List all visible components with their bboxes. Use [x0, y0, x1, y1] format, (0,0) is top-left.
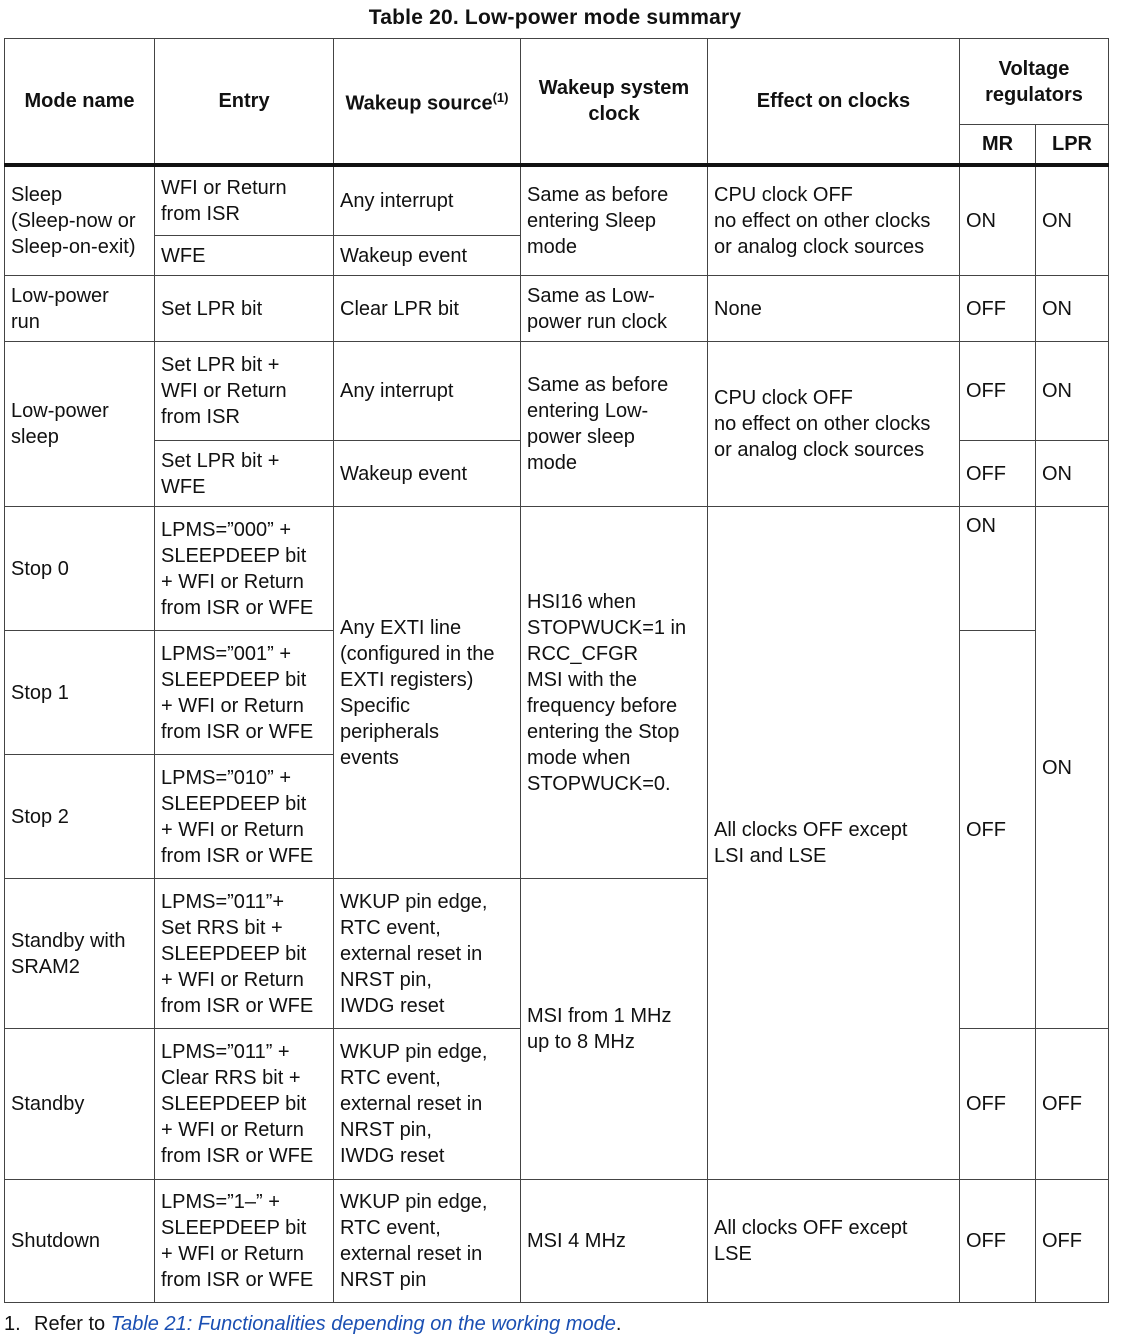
lpr-lprun: ON — [1036, 276, 1109, 342]
source-lpsleep-interrupt: Any interrupt — [334, 342, 521, 441]
lpr-standby: OFF — [1036, 1029, 1109, 1180]
clock-lprun: Same as Low- power run clock — [521, 276, 708, 342]
source-sleep-event: Wakeup event — [334, 236, 521, 276]
mr-lpsleep-wfe: OFF — [960, 441, 1036, 507]
effect-lprun: None — [708, 276, 960, 342]
lpr-lpsleep-wfi: ON — [1036, 342, 1109, 441]
clock-sleep: Same as before entering Sleep mode — [521, 165, 708, 276]
source-lprun: Clear LPR bit — [334, 276, 521, 342]
mr-lprun: OFF — [960, 276, 1036, 342]
mr-shutdown: OFF — [960, 1180, 1036, 1303]
effect-shutdown: All clocks OFF except LSE — [708, 1180, 960, 1303]
mr-stop1-stop2-standby-sram2: OFF — [960, 631, 1036, 1029]
mode-stop2: Stop 2 — [5, 755, 155, 879]
source-stop: Any EXTI line (configured in the EXTI registers) Specific peripherals events — [334, 507, 521, 879]
lpr-stop-standby-sram2: ON — [1036, 507, 1109, 1029]
header-wakeup-source: Wakeup source$^{(1)}$ — [334, 39, 521, 165]
effect-lpsleep: CPU clock OFF no effect on other clocks or analog clock sources — [708, 342, 960, 507]
effect-sleep: CPU clock OFF no effect on other clocks or analog clock sources — [708, 165, 960, 276]
source-standby-sram2: WKUP pin edge, RTC event, external reset in NRST pin, IWDG reset — [334, 879, 521, 1029]
mode-lprun: Low-power run — [5, 276, 155, 342]
footnote-ref: (1) — [492, 89, 509, 105]
entry-lpsleep-wfi: Set LPR bit + WFI or Return from ISR — [155, 342, 334, 441]
lpr-lpsleep-wfe: ON — [1036, 441, 1109, 507]
clock-shutdown: MSI 4 MHz — [521, 1180, 708, 1303]
mode-stop1: Stop 1 — [5, 631, 155, 755]
entry-stop0: LPMS=”000” + SLEEPDEEP bit + WFI or Return from ISR or WFE — [155, 507, 334, 631]
clock-lpsleep: Same as before entering Low- power sleep mode — [521, 342, 708, 507]
source-lpsleep-event: Wakeup event — [334, 441, 521, 507]
footnote-end: . — [615, 1313, 622, 1335]
table-footnote — [4, 1313, 621, 1336]
clock-standby: MSI from 1 MHz up to 8 MHz — [521, 879, 708, 1180]
lpr-shutdown: OFF — [1036, 1180, 1109, 1303]
entry-sleep-wfi: WFI or Return from ISR — [155, 165, 334, 236]
mode-shutdown: Shutdown — [5, 1180, 155, 1303]
mode-stop0: Stop 0 — [5, 507, 155, 631]
entry-stop2: LPMS=”010” + SLEEPDEEP bit + WFI or Return from ISR or WFE — [155, 755, 334, 879]
entry-shutdown: LPMS=”1–” + SLEEPDEEP bit + WFI or Return from ISR or WFE — [155, 1180, 334, 1303]
table-caption: Table 20. Low-power mode summary — [368, 6, 742, 29]
source-sleep-interrupt: Any interrupt — [334, 165, 521, 236]
header-effect-on-clocks: Effect on clocks — [708, 39, 960, 165]
mode-lpsleep: Low-power sleep — [5, 342, 155, 507]
source-standby: WKUP pin edge, RTC event, external reset in NRST pin, IWDG reset — [334, 1029, 521, 1180]
footnote-link[interactable]: Table 21: Functionalities depending on the working mode — [110, 1313, 616, 1335]
header-entry: Entry — [155, 39, 334, 165]
mr-lpsleep-wfi: OFF — [960, 342, 1036, 441]
entry-stop1: LPMS=”001” + SLEEPDEEP bit + WFI or Return from ISR or WFE — [155, 631, 334, 755]
mode-standby-sram2: Standby with SRAM2 — [5, 879, 155, 1029]
entry-lprun: Set LPR bit — [155, 276, 334, 342]
header-wakeup-clock: Wakeup system clock — [521, 39, 708, 165]
mr-stop0: ON — [960, 507, 1036, 631]
lpr-sleep: ON — [1036, 165, 1109, 276]
effect-stop-standby: All clocks OFF except LSI and LSE — [708, 507, 960, 1180]
source-shutdown: WKUP pin edge, RTC event, external reset in NRST pin — [334, 1180, 521, 1303]
footnote-number: 1. — [4, 1313, 21, 1335]
mode-standby: Standby — [5, 1029, 155, 1180]
header-mr: MR — [960, 125, 1036, 165]
low-power-mode-table — [4, 38, 1109, 1303]
header-mode-name: Mode name — [5, 39, 155, 165]
header-voltage-regulators: Voltage regulators — [960, 39, 1109, 125]
mr-standby: OFF — [960, 1029, 1036, 1180]
header-lpr: LPR — [1036, 125, 1109, 165]
entry-standby: LPMS=”011” + Clear RRS bit + SLEEPDEEP bit + WFI or Return from ISR or WFE — [155, 1029, 334, 1180]
mr-sleep: ON — [960, 165, 1036, 276]
mode-sleep: Sleep (Sleep-now or Sleep-on-exit) — [5, 165, 155, 276]
entry-lpsleep-wfe: Set LPR bit + WFE — [155, 441, 334, 507]
entry-standby-sram2: LPMS=”011”+ Set RRS bit + SLEEPDEEP bit + WFI or Return from ISR or WFE — [155, 879, 334, 1029]
clock-stop: HSI16 when STOPWUCK=1 in RCC_CFGR MSI with the frequency before entering the Stop mode when STOPWUCK=0. — [521, 507, 708, 879]
footnote-text: Refer to — [34, 1313, 111, 1335]
entry-sleep-wfe: WFE — [155, 236, 334, 276]
